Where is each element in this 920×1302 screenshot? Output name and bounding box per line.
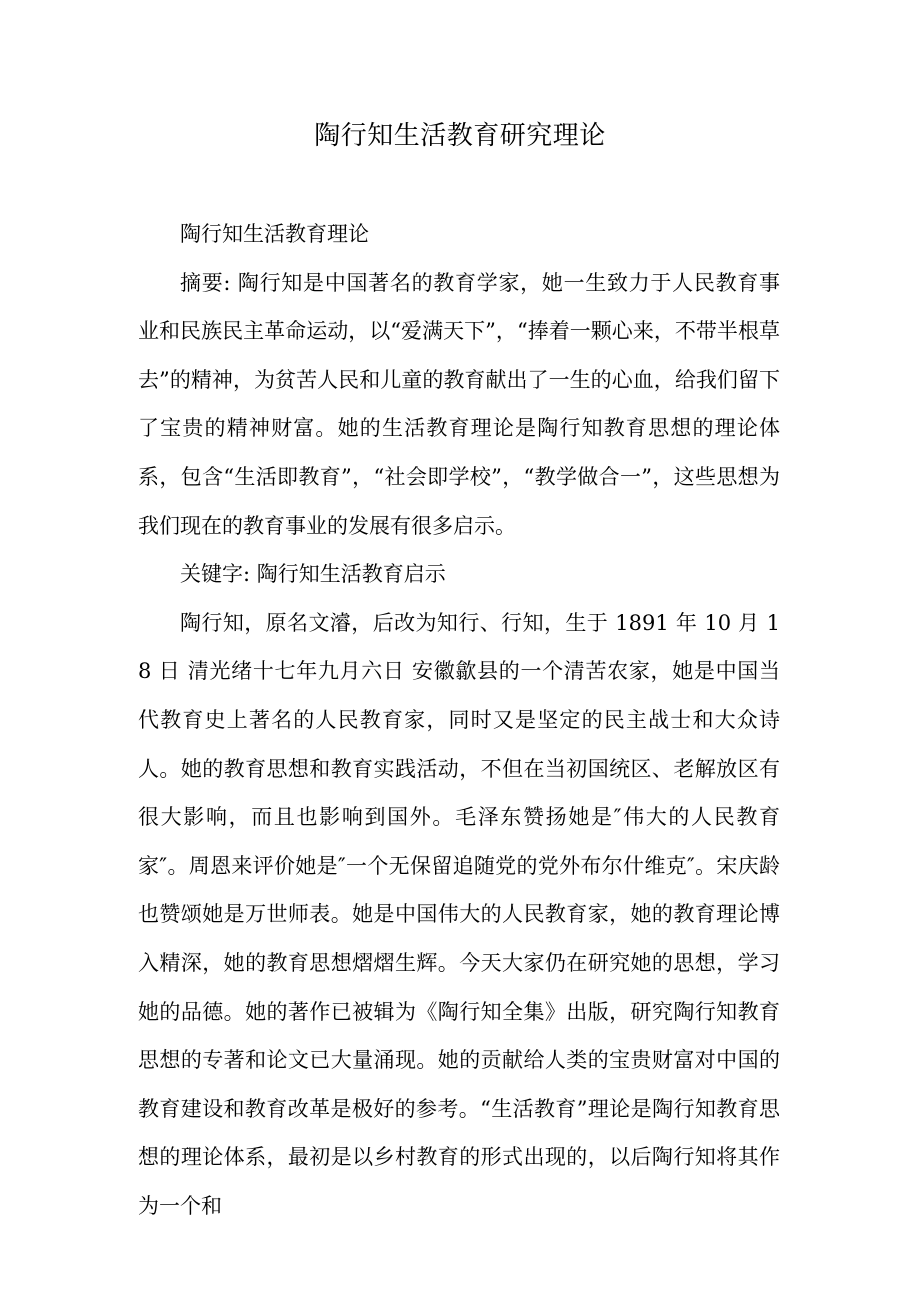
body-paragraph: 陶行知，原名文濬，后改为知行、行知，生于 1891 年 10 月 18 日 清光绪十七年九月六日 安徽歙县的一个清苦农家，她是中国当代教育史上著名的人民教育家，同时又是坚定的民主战士和大众诗人。她的教育思想和教育实践活动，不但在当初国统区、老解放区有很大影响，而且也影响到国外。毛泽东赞扬她是″伟大的人民教育家″。周恩来评价她是″一个无保留追随党的党外布尔什维克″。宋庆龄也赞颂她是万世师表。她是中国伟大的人民教育家，她的教育理论博入精深，她的教育思想熠熠生辉。今天大家仍在研究她的思想，学习她的品德。她的著作已被辑为《陶行知全集》出版，研究陶行知教育思想的专著和论文已大量涌现。她的贡献给人类的宝贵财富对中国的教育建设和教育改革是极好的参考。“生活教育”理论是陶行知教育思想的理论体系，最初是以乡村教育的形式出现的，以后陶行知将其作为一个和 — [138, 610, 780, 1218]
keywords-paragraph: 关键字: 陶行知生活教育启示 — [180, 562, 446, 587]
section-heading: 陶行知生活教育理论 — [180, 222, 369, 246]
abstract-paragraph: 摘要: 陶行知是中国著名的教育学家，她一生致力于人民教育事业和民族民主革命运动，以“爱满天下”，“捧着一颗心来，不带半根草去”的精神，为贫苦人民和儿童的教育献出了一生的心血，给我们留下了宝贵的精神财富。她的生活教育理论是陶行知教育思想的理论体系，包含“生活即教育”，“社会即学校”，“教学做合一”，这些思想为我们现在的教育事业的发展有很多启示。 — [138, 270, 780, 538]
document-title: 陶行知生活教育研究理论 — [314, 121, 606, 151]
document-body — [138, 210, 780, 1230]
